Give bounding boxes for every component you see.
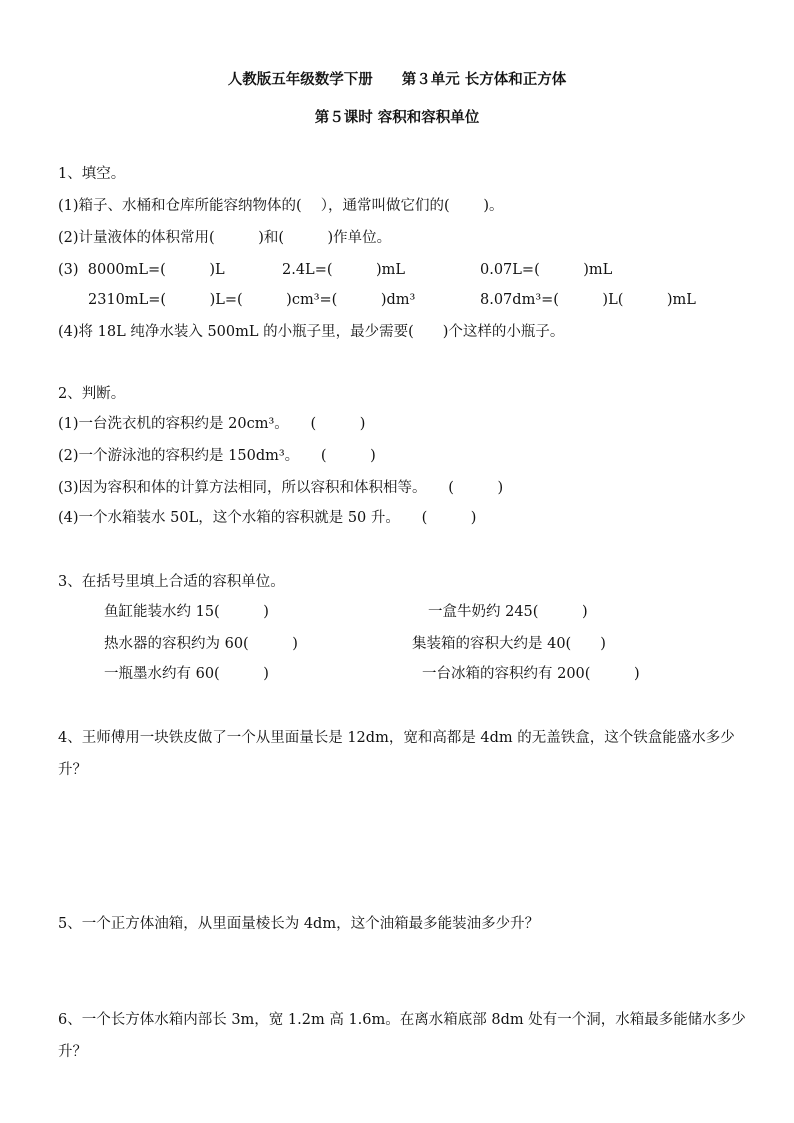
section3-heading: 3、在括号里填上合适的容积单位。 bbox=[58, 574, 285, 590]
section2-heading: 2、判断。 bbox=[58, 386, 126, 402]
worksheet-title: 人教版五年级数学下册 第３单元 长方体和正方体 bbox=[227, 72, 567, 88]
section3-item-fridge: 一台冰箱的容积约有 200( ) bbox=[422, 666, 640, 682]
section1-question-4: (4)将 18L 纯净水装入 500mL 的小瓶子里，最少需要( )个这样的小瓶子。 bbox=[58, 324, 565, 340]
section4-question: 4、王师傅用一块铁皮做了一个从里面量长是 12dm，宽和高都是 4dm 的无盖铁盒，这个铁盒能盛水多少升？ bbox=[58, 730, 735, 778]
section1-question-3b: 2.4L=( )mL bbox=[282, 262, 406, 278]
section1-question-1: (1)箱子、水桶和仓库所能容纳物体的( ），通常叫做它们的( )。 bbox=[58, 198, 504, 214]
section2-question-4: (4)一个水箱装水 50L，这个水箱的容积就是 50 升。 ( ) bbox=[58, 510, 477, 526]
lesson-title: 第５课时 容积和容积单位 bbox=[314, 110, 480, 126]
section1-question-3a: (3) 8000mL=( )L bbox=[58, 262, 225, 278]
section3-item-fish-tank: 鱼缸能装水约 15( ) bbox=[104, 604, 269, 620]
section1-question-3e: 8.07dm³=( )L( )mL bbox=[480, 292, 696, 308]
section2-question-2: (2)一个游泳池的容积约是 150dm³。 ( ) bbox=[58, 448, 376, 464]
section3-item-container: 集装箱的容积大约是 40( ) bbox=[412, 636, 606, 652]
section3-item-water-heater: 热水器的容积约为 60( ) bbox=[104, 636, 298, 652]
section1-question-3c: 0.07L=( )mL bbox=[480, 262, 613, 278]
section6-question: 6、一个长方体水箱内部长 3m，宽 1.2m 高 1.6m。在离水箱底部 8dm 处有一个洞，水箱最多能储水多少升？ bbox=[58, 1012, 746, 1060]
section5-question: 5、一个正方体油箱，从里面量棱长为 4dm，这个油箱最多能装油多少升？ bbox=[58, 916, 540, 932]
section3-item-ink: 一瓶墨水约有 60( ) bbox=[104, 666, 269, 682]
section1-question-2: (2)计量液体的体积常用( )和( )作单位。 bbox=[58, 230, 392, 246]
section2-question-1: (1)一台洗衣机的容积约是 20cm³。 ( ) bbox=[58, 416, 366, 432]
section1-question-3d: 2310mL=( )L=( )cm³=( )dm³ bbox=[88, 292, 416, 308]
section2-question-3: (3)因为容积和体的计算方法相同，所以容积和体积相等。 ( ) bbox=[58, 480, 504, 496]
section3-item-milk: 一盒牛奶约 245( ) bbox=[428, 604, 588, 620]
section1-heading: 1、填空。 bbox=[58, 166, 126, 182]
